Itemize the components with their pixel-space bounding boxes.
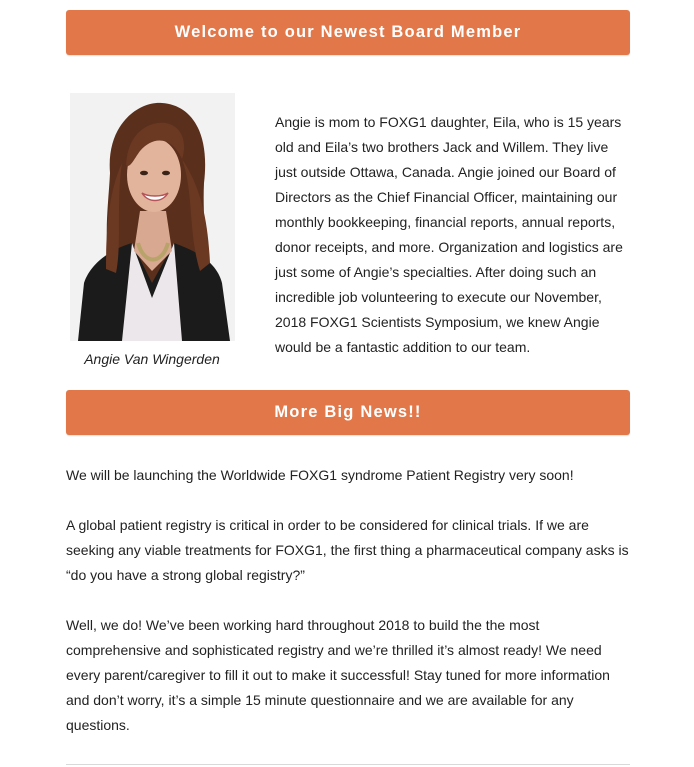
bio-paragraph: Angie is mom to FOXG1 daughter, Eila, who is 15 years old and Eila’s two brothers Jack and Willem. They live just outside Ottawa, Canada. Angie joined our Board of Directors as the Chief Financial Officer, maintaining our monthly bookkeeping, financial reports, annual reports, donor receipts, and more. Organization and logistics are just some of Angie’s specialties. After doing such an incredible job volunteering to execute our November, 2018 FOXG1 Scientists Symposium, we knew Angie would be a fantastic addition to our team. [275,114,623,355]
paragraph-text: Well, we do! We’ve been working hard throughout 2018 to build the the most comprehensive and sophisticated registry and we’re thrilled it’s almost ready! We need every parent/caregiver to fill it out to make it successful! Stay tuned for more information and don’t worry, it’s a simple 15 minute questionnaire and we are available for any questions. [66,617,610,733]
section-title: Welcome to our Newest Board Member [174,23,522,41]
section-header-big-news [66,390,630,435]
paragraph-text: We will be launching the Worldwide FOXG1 syndrome Patient Registry very soon! [66,467,574,483]
section-header-new-board-member [66,10,630,55]
portrait-image [70,93,235,341]
section-divider [66,764,630,765]
board-member-bio [275,110,627,360]
news-paragraph-3 [66,613,632,738]
news-paragraph-1 [66,463,632,488]
board-member-photo [70,93,235,341]
paragraph-text: A global patient registry is critical in order to be considered for clinical trials. If we are seeking any viable treatments for FOXG1, the first thing a pharmaceutical company asks is “do you have a strong global registry?” [66,517,629,583]
photo-caption: Angie Van Wingerden [84,351,220,367]
news-paragraph-2 [66,513,632,588]
section-title: More Big News!! [274,403,422,421]
